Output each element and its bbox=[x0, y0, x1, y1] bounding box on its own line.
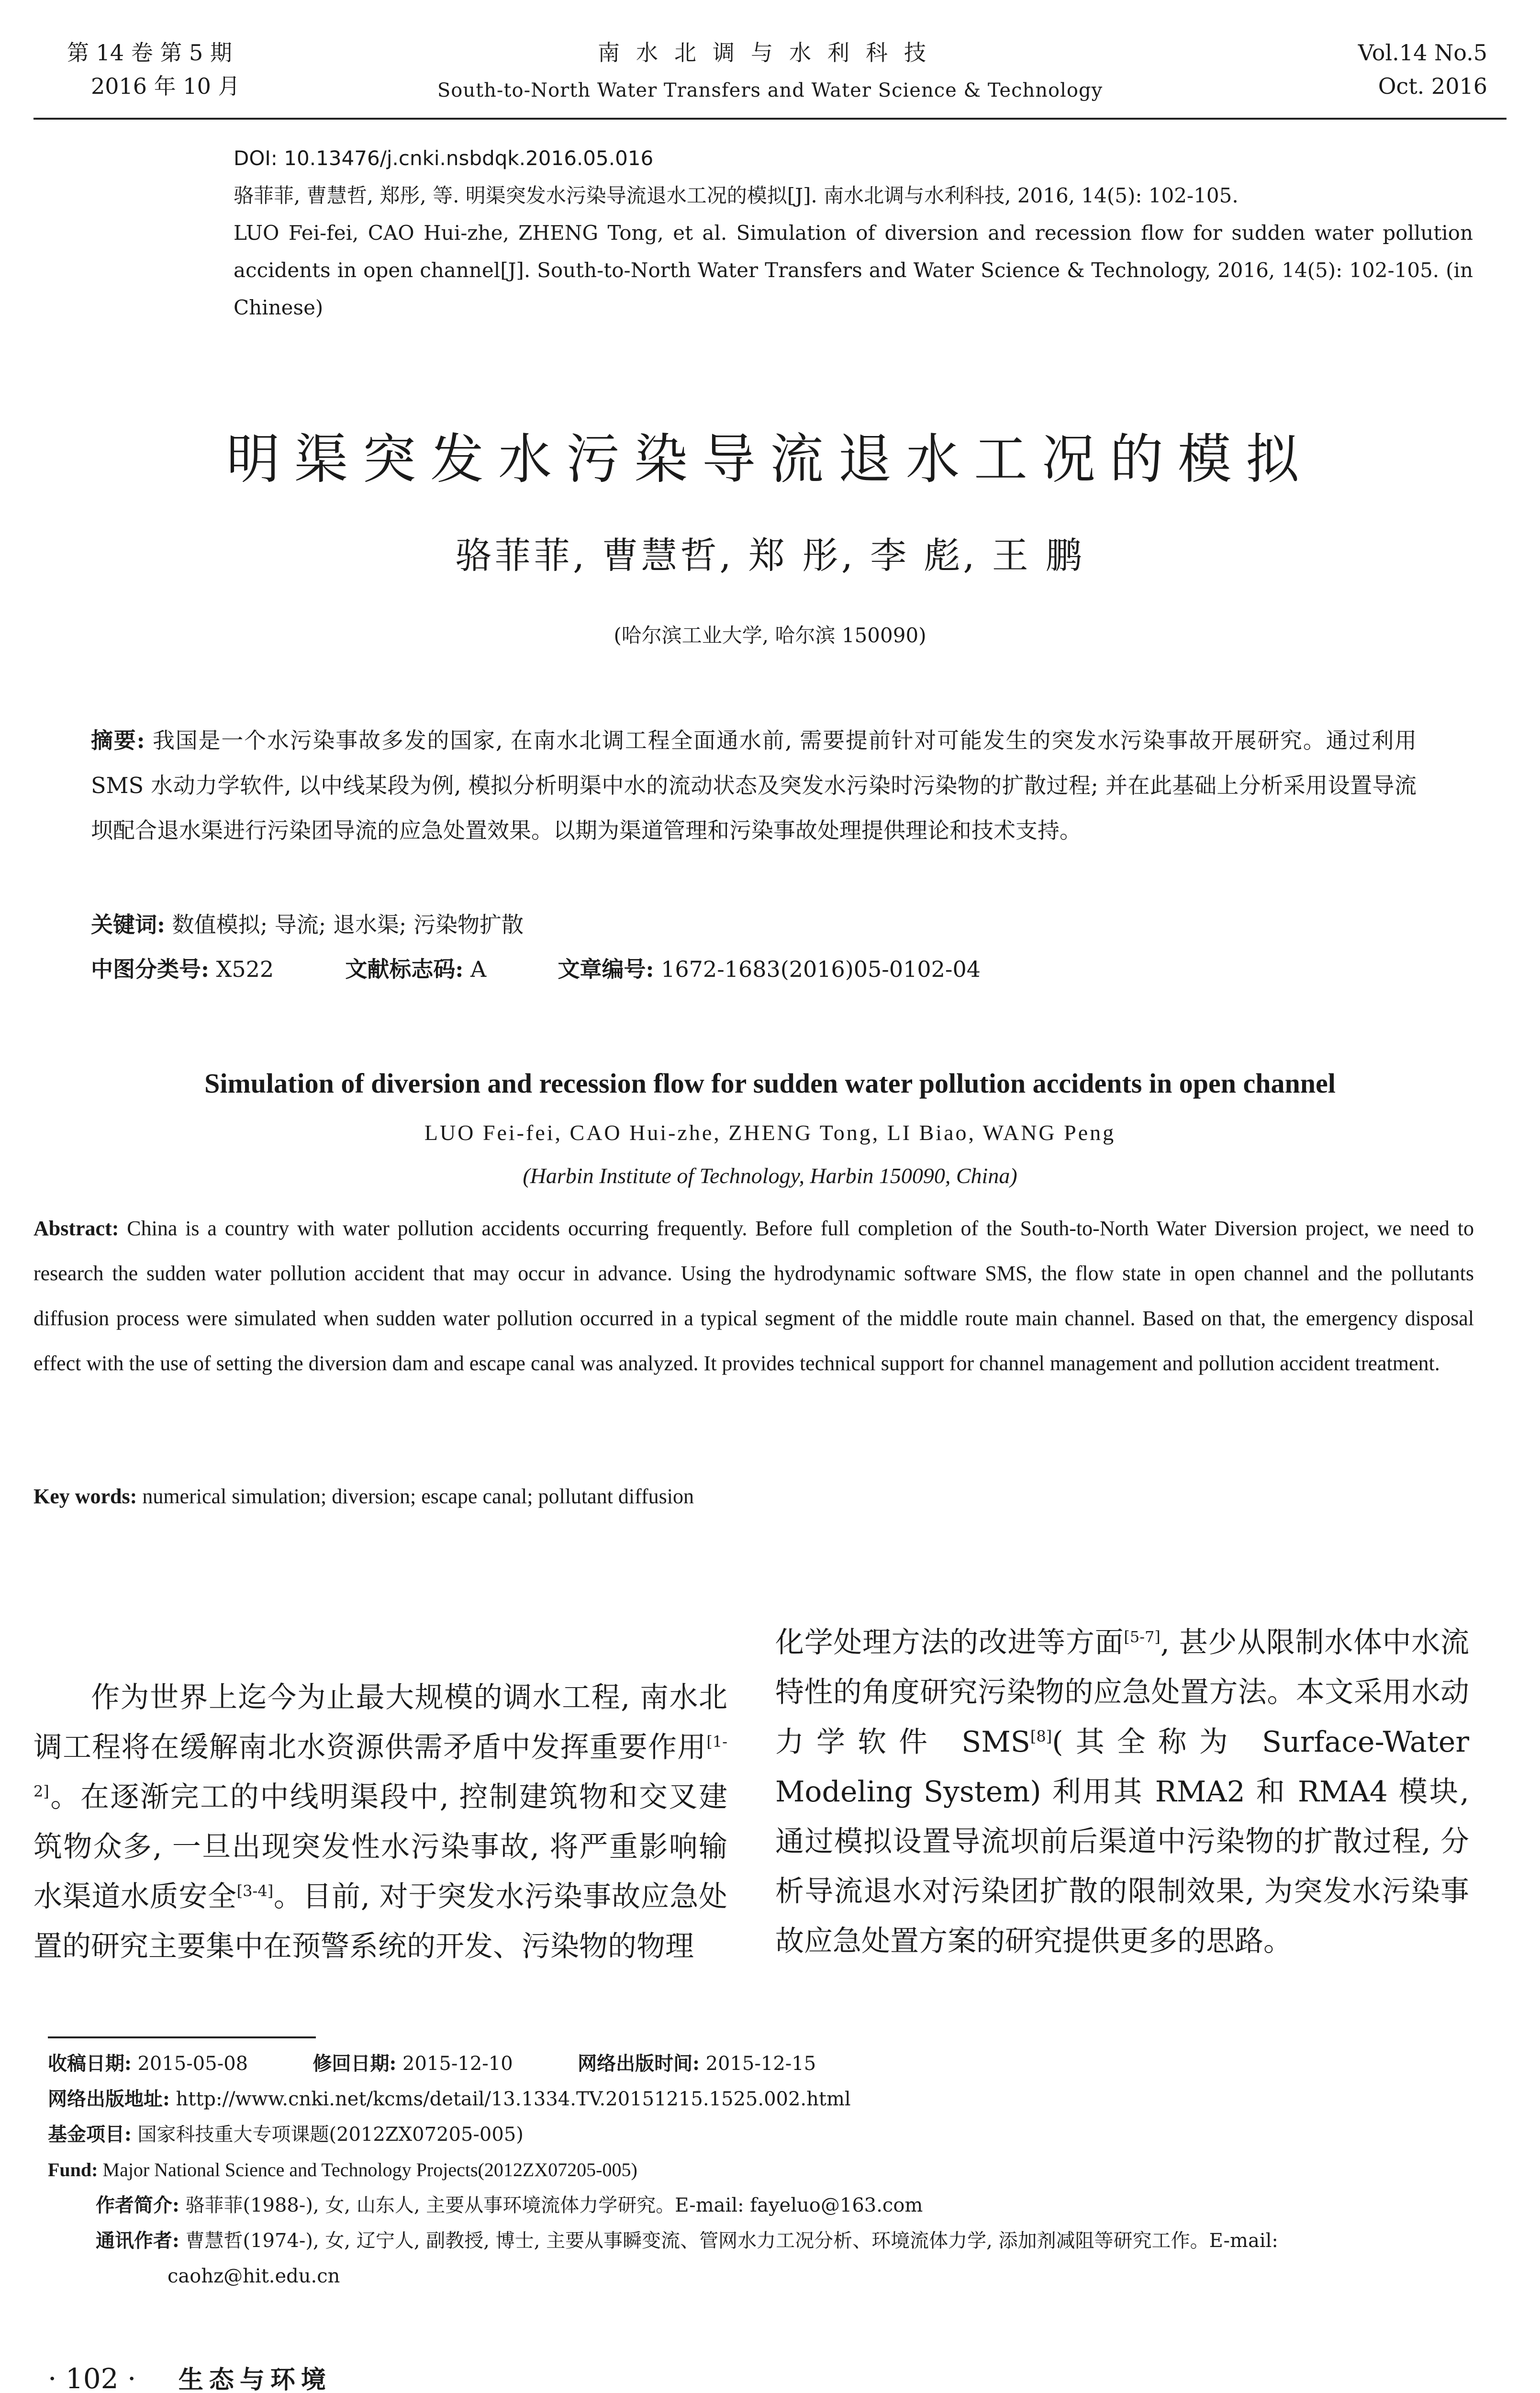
date-en: Oct. 2016 bbox=[1378, 73, 1487, 99]
abstract-cn-text: 我国是一个水污染事故多发的国家, 在南水北调工程全面通水前, 需要提前针对可能发生的突发水污染事故开展研究。通过利用 SMS 水动力学软件, 以中线某段为例, 模拟分析明渠中水的流动状态及突发水污染时污染物的扩散过程; 并在此基础上分析采用设置导流坝配合退水渠进行污染团导流的应急处置效果。以期为渠道管理和污染事故处理提供理论和技术支持。 bbox=[91, 727, 1417, 843]
body-right-column bbox=[775, 1618, 1469, 1966]
affiliation-cn: (哈尔滨工业大学, 哈尔滨 150090) bbox=[614, 624, 926, 647]
ref-3-4: [3-4] bbox=[236, 1882, 274, 1900]
corresponding-bio: 曹慧哲(1974-), 女, 辽宁人, 副教授, 博士, 主要从事瞬变流、管网水力工况分析、环境流体力学, 添加剂减阻等研究工作。E-mail: bbox=[185, 2230, 1278, 2252]
body-right-text-1: 化学处理方法的改进等方面 bbox=[775, 1626, 1124, 1659]
vol-no-en: Vol.14 No.5 bbox=[1358, 40, 1487, 66]
abstract-en-text: China is a country with water pollution accidents occurring frequently. Before full completion of the South-to-North Water Diversion project, we need to research the sudden water pollution accident that may occur in advance. Using the hydrodynamic software SMS, the flow state in open channel and the pollutants diffusion process were simulated when sudden water pollution occurred in a typical segment of the middle route main channel. Based on that, the emergency disposal effect with the use of setting the diversion dam and escape canal was analyzed. It provides technical support for channel management and pollution accident treatment. bbox=[33, 1217, 1474, 1375]
keywords-en-text: numerical simulation; diversion; escape canal; pollutant diffusion bbox=[142, 1485, 694, 1508]
clc-value: X522 bbox=[216, 956, 274, 982]
journal-name-en: South-to-North Water Transfers and Water Science & Technology bbox=[437, 79, 1103, 101]
authors-en: LUO Fei-fei, CAO Hui-zhe, ZHENG Tong, LI Biao, WANG Peng bbox=[424, 1120, 1116, 1145]
received-date: 2015-05-08 bbox=[137, 2053, 248, 2075]
online-label: 网络出版时间: bbox=[578, 2052, 700, 2075]
keywords-cn-text: 数值模拟; 导流; 退水渠; 污染物扩散 bbox=[172, 912, 524, 938]
citation-en: LUO Fei-fei, CAO Hui-zhe, ZHENG Tong, et al. Simulation of diversion and recession flow for sudden water pollution accidents in open channel[J]. South-to-North Water Transfers and Water Science & Technology, 2016, 14(5): 102-105. (in Chinese) bbox=[234, 221, 1473, 319]
header-rule bbox=[33, 118, 1507, 120]
keywords-cn-label: 关键词: bbox=[91, 912, 165, 938]
revised-date: 2015-12-10 bbox=[402, 2053, 513, 2075]
abstract-cn bbox=[91, 718, 1417, 853]
page-number: · 102 · bbox=[48, 2362, 136, 2393]
revised-label: 修回日期: bbox=[312, 2052, 397, 2075]
doc-code-value: A bbox=[470, 956, 487, 982]
footnote-rule bbox=[48, 2036, 316, 2038]
fund-cn: 国家科技重大专项课题(2012ZX07205-005) bbox=[137, 2124, 524, 2146]
title-en: Simulation of diversion and recession flow for sudden water pollution accidents in open channel bbox=[204, 1068, 1336, 1099]
article-no-label: 文章编号: bbox=[558, 956, 654, 982]
publication-date: 2016 年 10 月 bbox=[91, 73, 240, 99]
authors-cn: 骆菲菲, 曹慧哲, 郑 彤, 李 彪, 王 鹏 bbox=[455, 534, 1085, 577]
abstract-cn-label: 摘要: bbox=[91, 727, 145, 753]
fund-en-line bbox=[48, 2152, 1474, 2188]
abstract-en-label: Abstract: bbox=[33, 1217, 119, 1240]
corresponding-line bbox=[48, 2223, 1474, 2259]
fund-en-label: Fund: bbox=[48, 2159, 98, 2181]
footnotes bbox=[48, 2046, 1474, 2294]
journal-name-cn: 南水北调与水利科技 bbox=[598, 40, 942, 66]
dates-line bbox=[48, 2046, 1474, 2081]
keywords-en-label: Key words: bbox=[33, 1485, 137, 1508]
author-bio-line bbox=[48, 2188, 1474, 2223]
citation-block bbox=[234, 140, 1473, 326]
corresponding-label: 通讯作者: bbox=[96, 2229, 179, 2252]
body-left-text-1: 作为世界上迄今为止最大规模的调水工程, 南水北调工程将在缓解南北水资源供需矛盾中发挥重要作用 bbox=[33, 1681, 727, 1764]
fund-cn-line bbox=[48, 2117, 1474, 2152]
classification-cn bbox=[91, 947, 1417, 992]
citation-cn: 骆菲菲, 曹慧哲, 郑彤, 等. 明渠突发水污染导流退水工况的模拟[J]. 南水北调与水利科技, 2016, 14(5): 102-105. bbox=[234, 184, 1239, 207]
keywords-en bbox=[33, 1474, 1474, 1519]
article-no-value: 1672-1683(2016)05-0102-04 bbox=[661, 956, 981, 982]
title-cn: 明渠突发水污染导流退水工况的模拟 bbox=[226, 428, 1314, 491]
page-footer bbox=[48, 2359, 332, 2393]
body-left-text-2: 。在逐渐完工的中线明渠段中, 控制建筑物和交叉建筑物众多, 一旦出现突发性水污染事故, 将严重影响输水渠道水质安全 bbox=[33, 1780, 727, 1913]
section-name: 生态与环境 bbox=[178, 2366, 332, 2393]
online-date: 2015-12-15 bbox=[705, 2053, 816, 2075]
volume-issue: 第 14 卷 第 5 期 bbox=[67, 40, 232, 66]
fund-cn-label: 基金项目: bbox=[48, 2123, 132, 2146]
keywords-cn bbox=[91, 902, 1417, 947]
received-label: 收稿日期: bbox=[48, 2052, 132, 2075]
doc-code-label: 文献标志码: bbox=[345, 956, 464, 982]
ref-5-7: [5-7] bbox=[1124, 1628, 1161, 1646]
online-url-line bbox=[48, 2081, 1474, 2117]
clc-label: 中图分类号: bbox=[91, 956, 209, 982]
ref-8: [8] bbox=[1030, 1727, 1052, 1745]
author-bio-label: 作者简介: bbox=[96, 2194, 179, 2216]
affiliation-en: (Harbin Institute of Technology, Harbin 150090, China) bbox=[523, 1163, 1017, 1188]
author-bio: 骆菲菲(1988-), 女, 山东人, 主要从事环境流体力学研究。E-mail: fayeluo@163.com bbox=[185, 2194, 923, 2216]
online-url[interactable]: http://www.cnki.net/kcms/detail/13.1334.TV.20151215.1525.002.html bbox=[176, 2088, 851, 2110]
ref-1-2: [1-2] bbox=[33, 1733, 727, 1800]
fund-en: Major National Science and Technology Projects(2012ZX07205-005) bbox=[102, 2159, 637, 2181]
body-left-text-3: 。目前, 对于突发水污染事故应急处置的研究主要集中在预警系统的开发、污染物的物理 bbox=[33, 1880, 727, 1963]
corresponding-email[interactable]: caohz@hit.edu.cn bbox=[167, 2265, 340, 2287]
body-right-text-3: (其全称为 Surface-Water Modeling System) 利用其 RMA2 和 RMA4 模块, 通过模拟设置导流坝前后渠道中污染物的扩散过程, 分析导流退水对污染团扩散的限制效果, 为突发水污染事故应急处置方案的研究提供更多的思路。 bbox=[775, 1725, 1469, 1958]
url-label: 网络出版地址: bbox=[48, 2088, 170, 2110]
body-left-column bbox=[33, 1673, 727, 1971]
abstract-en bbox=[33, 1206, 1474, 1386]
body-right-text-2: , 甚少从限制水体中水流特性的角度研究污染物的应急处置方法。本文采用水动力学软件 SMS bbox=[775, 1626, 1469, 1759]
doi: DOI: 10.13476/j.cnki.nsbdqk.2016.05.016 bbox=[234, 146, 654, 170]
